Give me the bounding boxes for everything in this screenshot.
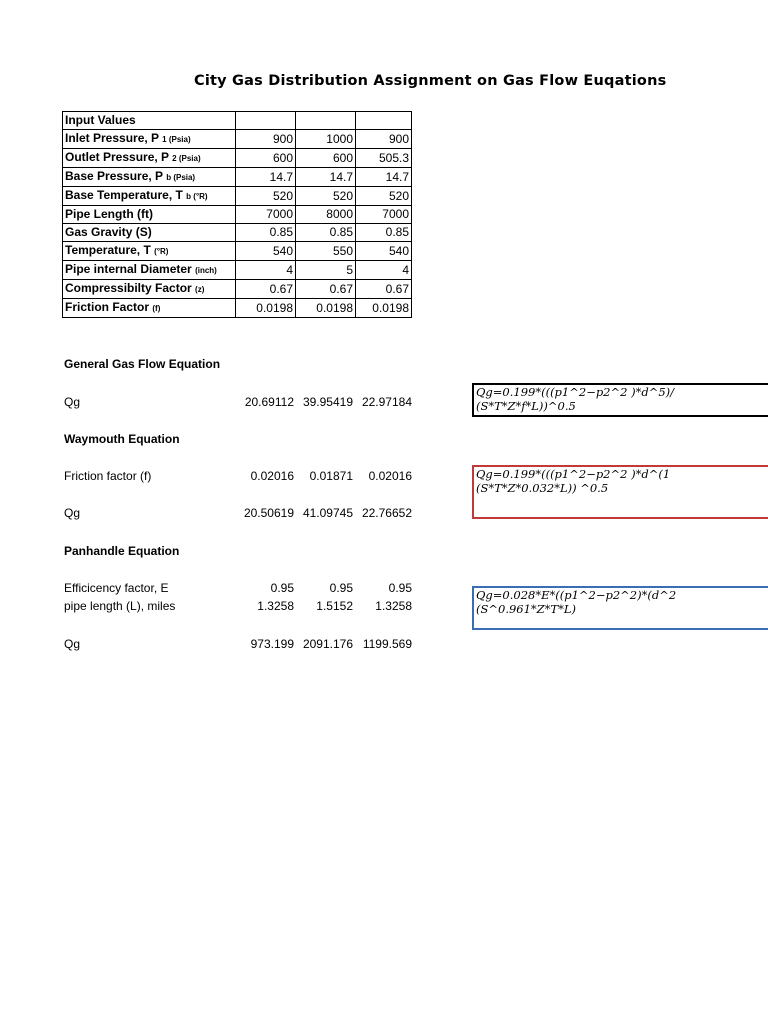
- row-label-cell[interactable]: [63, 224, 236, 242]
- value-cell[interactable]: 4: [236, 261, 296, 280]
- row-label-cell[interactable]: [63, 149, 236, 168]
- general-formula-line-2: (S*T*Z*f*L))^0.5: [476, 399, 576, 413]
- table-row: [63, 130, 412, 149]
- panhandle-formula-line-2: (S^0.961*Z*T*L): [476, 602, 576, 616]
- table-row: [63, 224, 412, 242]
- value-cell[interactable]: 540: [356, 242, 412, 261]
- waymouth-friction-value-2[interactable]: 0.01871: [309, 469, 353, 483]
- row-label-subscript: 1 (Psia): [162, 135, 191, 144]
- waymouth-qg-label: Qg: [64, 506, 81, 520]
- table-row: [63, 242, 412, 261]
- row-label: Inlet Pressure, P: [65, 131, 159, 145]
- table-cell[interactable]: [356, 112, 412, 130]
- table-row: [63, 299, 412, 318]
- waymouth-formula-line-2: (S*T*Z*0.032*L)) ^0.5: [476, 481, 609, 495]
- table-row: [63, 168, 412, 187]
- general-qg-value-3[interactable]: 22.97184: [361, 395, 412, 409]
- waymouth-qg-value-1[interactable]: 20.50619: [243, 506, 294, 520]
- row-label: Pipe Length (ft): [65, 207, 153, 221]
- value-cell[interactable]: 14.7: [296, 168, 356, 187]
- panhandle-length-value-1[interactable]: 1.3258: [257, 599, 294, 613]
- value-cell[interactable]: 0.85: [236, 224, 296, 242]
- row-label-subscript: 2 (Psia): [172, 154, 201, 163]
- value-cell[interactable]: 5: [296, 261, 356, 280]
- waymouth-qg-value-2[interactable]: 41.09745: [302, 506, 353, 520]
- panhandle-qg-value-1[interactable]: 973.199: [250, 637, 294, 651]
- panhandle-length-value-2[interactable]: 1.5152: [316, 599, 353, 613]
- general-qg-label: Qg: [64, 395, 81, 409]
- waymouth-friction-value-1[interactable]: 0.02016: [250, 469, 294, 483]
- panhandle-length-label: pipe length (L), miles: [64, 599, 176, 613]
- row-label: Friction Factor: [65, 300, 150, 314]
- row-label-subscript: b (Psia): [166, 173, 196, 182]
- value-cell[interactable]: 0.67: [236, 280, 296, 299]
- row-label: Base Temperature, T: [65, 188, 183, 202]
- value-cell[interactable]: 14.7: [236, 168, 296, 187]
- value-cell[interactable]: 520: [296, 187, 356, 206]
- value-cell[interactable]: 600: [296, 149, 356, 168]
- row-label-subscript: (z): [195, 285, 205, 294]
- table-cell[interactable]: [236, 112, 296, 130]
- value-cell[interactable]: 1000: [296, 130, 356, 149]
- table-row: [63, 206, 412, 224]
- value-cell[interactable]: 520: [236, 187, 296, 206]
- value-cell[interactable]: 0.67: [296, 280, 356, 299]
- table-row: [63, 280, 412, 299]
- value-cell[interactable]: 900: [236, 130, 296, 149]
- row-label-cell[interactable]: [63, 168, 236, 187]
- row-label: Compressibilty Factor: [65, 281, 192, 295]
- general-formula-line-1: Qg=0.199*(((p1^2−p2^2 )*d^5)/: [476, 385, 675, 399]
- value-cell[interactable]: 0.67: [356, 280, 412, 299]
- waymouth-qg-value-3[interactable]: 22.76652: [361, 506, 412, 520]
- waymouth-equation-heading: Waymouth Equation: [64, 432, 180, 446]
- general-equation-heading: General Gas Flow Equation: [64, 357, 221, 371]
- waymouth-formula-line-1: Qg=0.199*(((p1^2−p2^2 )*d^(1: [476, 467, 671, 481]
- value-cell[interactable]: 0.0198: [296, 299, 356, 318]
- waymouth-friction-label: Friction factor (f): [64, 469, 152, 483]
- row-label: Temperature, T: [65, 243, 151, 257]
- table-cell[interactable]: [296, 112, 356, 130]
- value-cell[interactable]: 900: [356, 130, 412, 149]
- panhandle-length-value-3[interactable]: 1.3258: [375, 599, 412, 613]
- value-cell[interactable]: 0.85: [356, 224, 412, 242]
- panhandle-efficiency-value-2[interactable]: 0.95: [329, 581, 353, 595]
- value-cell[interactable]: 0.0198: [356, 299, 412, 318]
- row-label: Outlet Pressure, P: [65, 150, 169, 164]
- row-label-cell[interactable]: [63, 280, 236, 299]
- panhandle-efficiency-value-3[interactable]: 0.95: [388, 581, 412, 595]
- table-row: [63, 149, 412, 168]
- row-label-cell[interactable]: [63, 206, 236, 224]
- panhandle-qg-value-3[interactable]: 1199.569: [362, 637, 412, 651]
- waymouth-friction-value-3[interactable]: 0.02016: [368, 469, 412, 483]
- general-formula-box[interactable]: [472, 383, 768, 417]
- value-cell[interactable]: 520: [356, 187, 412, 206]
- input-values-header[interactable]: Input Values: [63, 112, 236, 130]
- value-cell[interactable]: 8000: [296, 206, 356, 224]
- value-cell[interactable]: 4: [356, 261, 412, 280]
- sheet-title: City Gas Distribution Assignment on Gas Flow Euqations: [194, 73, 667, 89]
- general-qg-value-2[interactable]: 39.95419: [302, 395, 353, 409]
- row-label-subscript: b (°R): [186, 192, 208, 201]
- panhandle-qg-value-2[interactable]: 2091.176: [302, 637, 353, 651]
- table-row: [63, 261, 412, 280]
- row-label-cell[interactable]: [63, 261, 236, 280]
- panhandle-formula-box[interactable]: [472, 586, 768, 630]
- panhandle-equation-heading: Panhandle Equation: [64, 544, 180, 558]
- panhandle-formula-line-1: Qg=0.028*E*((p1^2−p2^2)*(d^2: [476, 588, 677, 602]
- value-cell[interactable]: 505.3: [356, 149, 412, 168]
- panhandle-efficiency-label: Efficicency factor, E: [64, 581, 169, 595]
- value-cell[interactable]: 0.85: [296, 224, 356, 242]
- row-label-cell[interactable]: [63, 187, 236, 206]
- row-label: Gas Gravity (S): [65, 225, 152, 239]
- input-values-table: [62, 111, 412, 318]
- value-cell[interactable]: 0.0198: [236, 299, 296, 318]
- panhandle-qg-label: Qg: [64, 637, 81, 651]
- panhandle-efficiency-value-1[interactable]: 0.95: [270, 581, 294, 595]
- row-label-subscript: (inch): [195, 266, 217, 275]
- value-cell[interactable]: 550: [296, 242, 356, 261]
- row-label-subscript: (f): [152, 304, 161, 313]
- row-label-cell[interactable]: [63, 242, 236, 261]
- table-row: [63, 187, 412, 206]
- table-header-row: [63, 112, 412, 130]
- value-cell[interactable]: 540: [236, 242, 296, 261]
- value-cell[interactable]: 600: [236, 149, 296, 168]
- value-cell[interactable]: 7000: [356, 206, 412, 224]
- value-cell[interactable]: 14.7: [356, 168, 412, 187]
- row-label-subscript: (°R): [154, 247, 169, 256]
- row-label-cell[interactable]: [63, 299, 236, 318]
- general-qg-value-1[interactable]: 20.69112: [244, 395, 294, 409]
- waymouth-formula-box[interactable]: [472, 465, 768, 519]
- row-label-cell[interactable]: [63, 130, 236, 149]
- row-label: Pipe internal Diameter: [65, 262, 192, 276]
- value-cell[interactable]: 7000: [236, 206, 296, 224]
- row-label: Base Pressure, P: [65, 169, 163, 183]
